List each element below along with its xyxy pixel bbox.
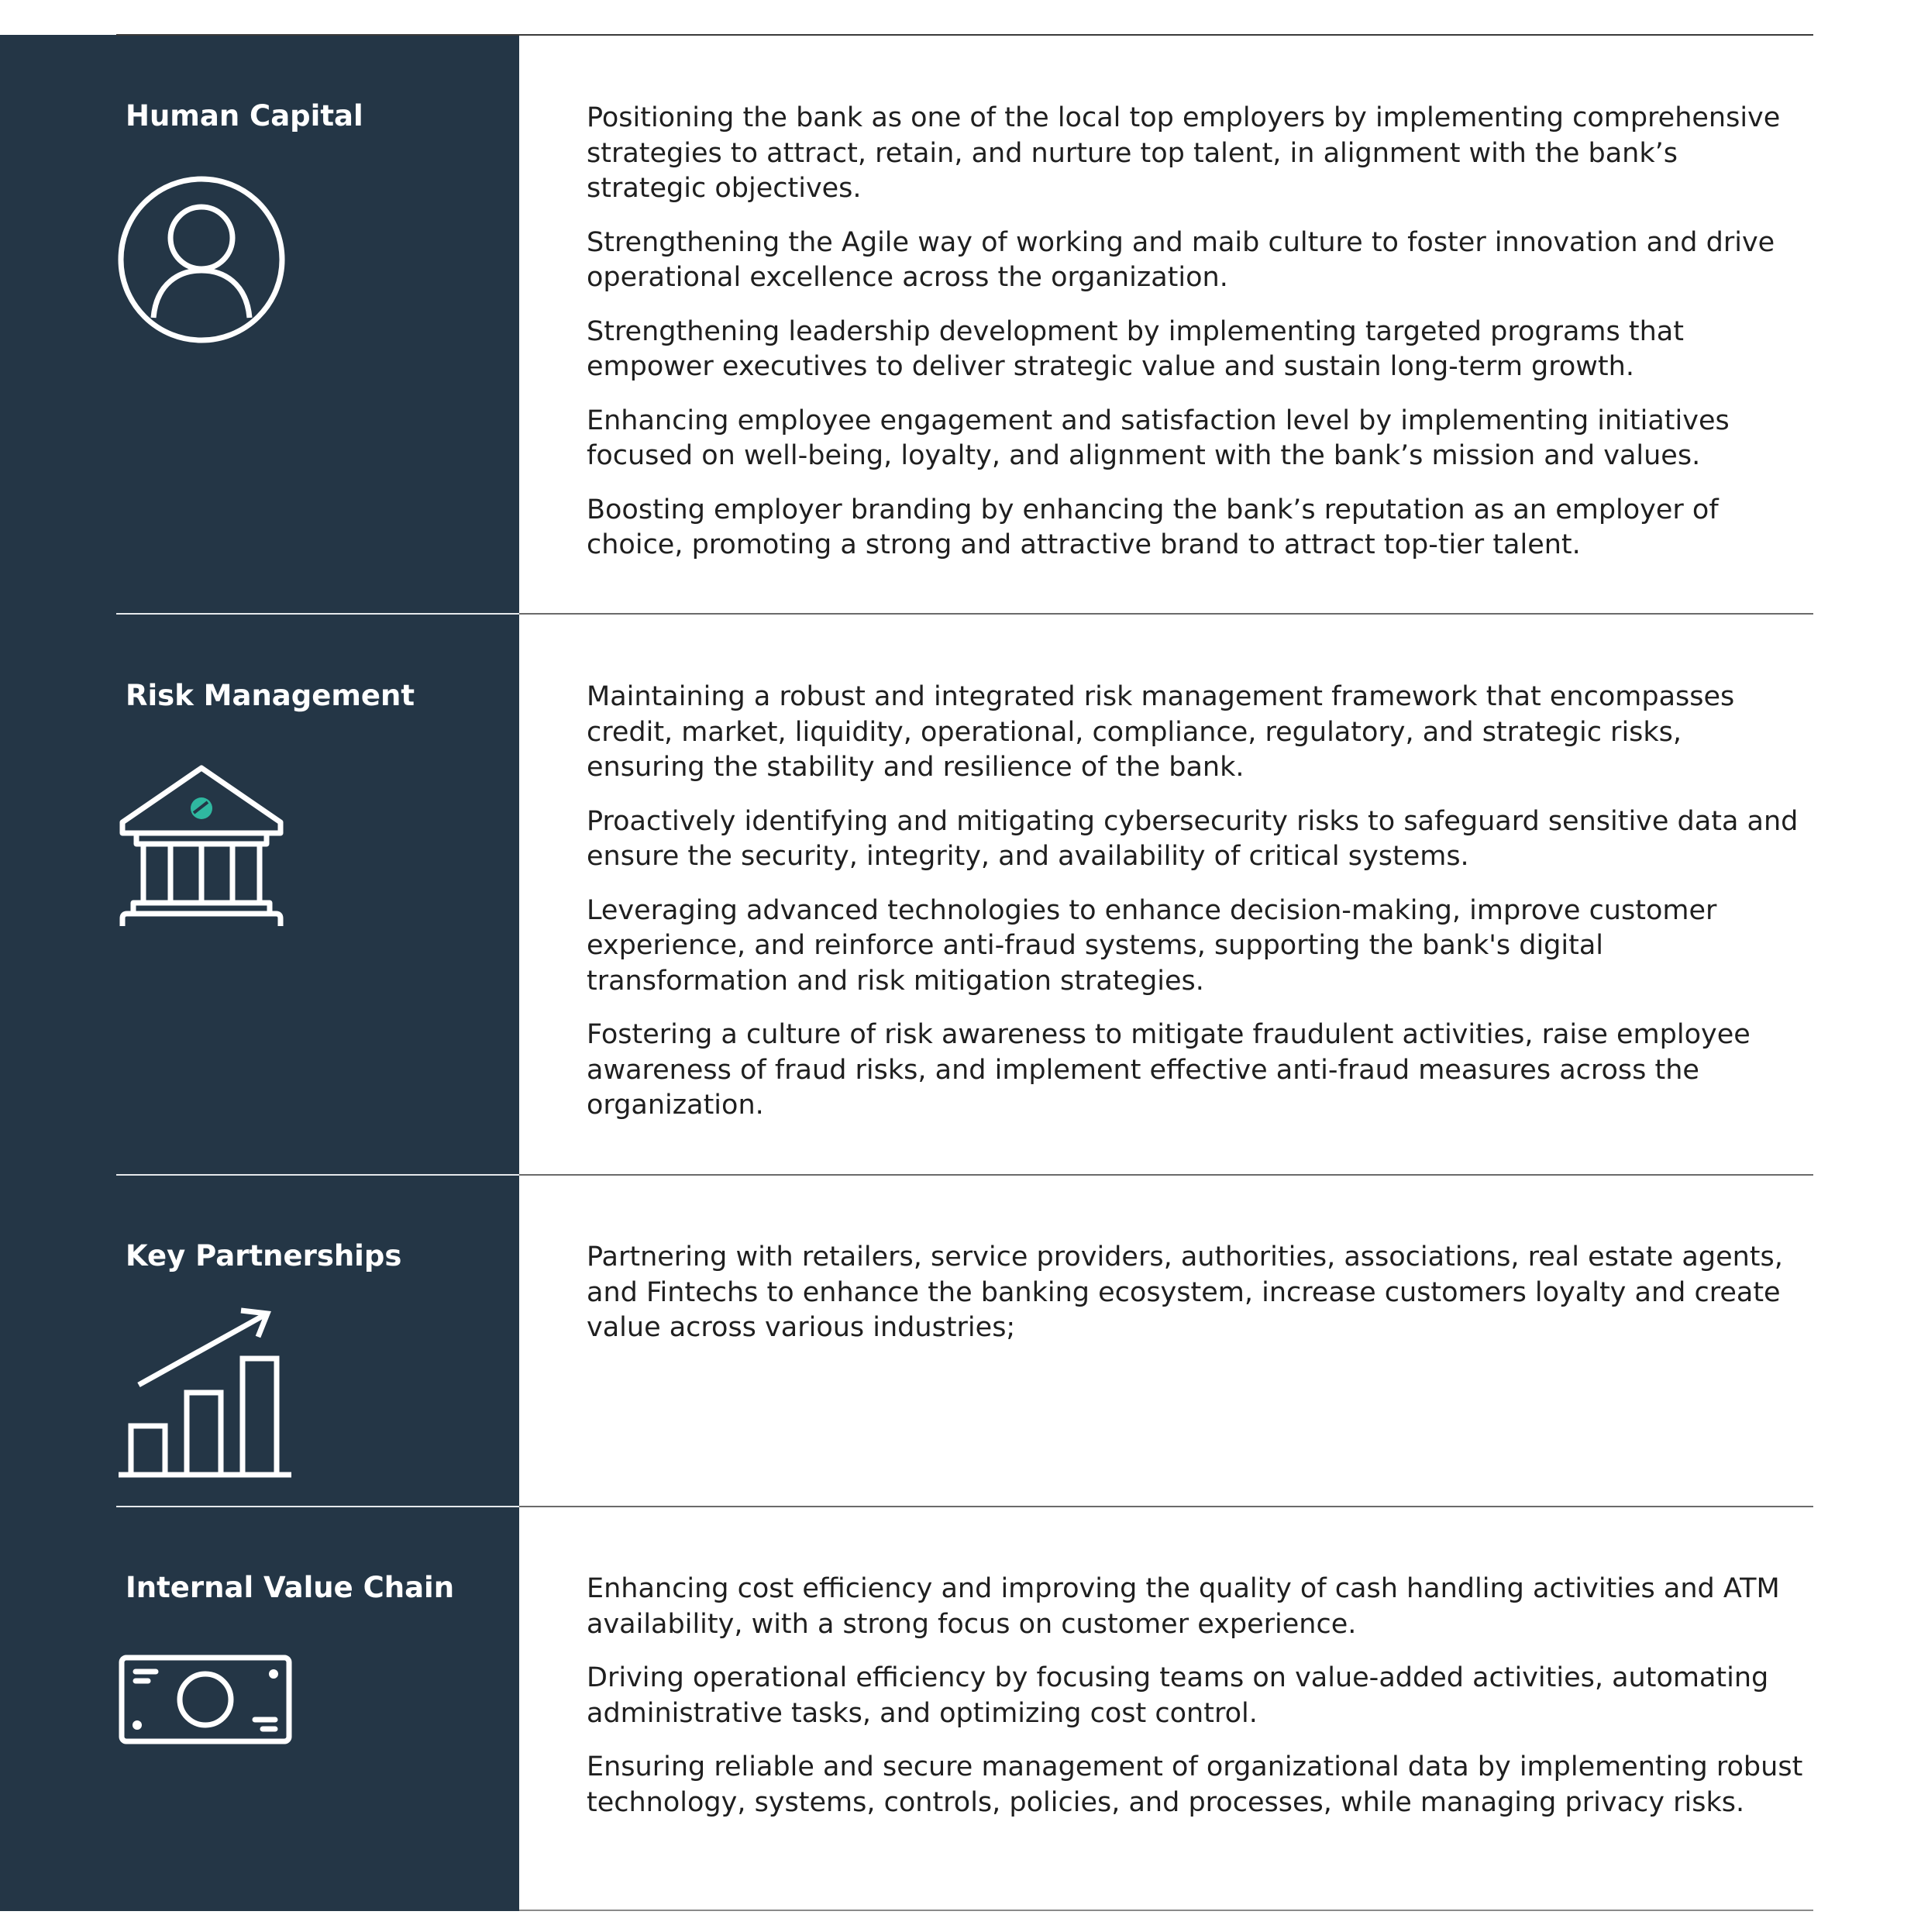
paragraph: Proactively identifying and mitigating cybersecurity risks to safeguard sensitive data and ensure the security, integrity, and availability of critical systems.: [587, 805, 1799, 872]
paragraph: Leveraging advanced technologies to enhance decision-making, improve customer experience, and reinforce anti-fraud systems, supporting the bank's digital transformation and risk mitigation strategies.: [587, 894, 1717, 997]
divider-top: [116, 34, 1813, 36]
paragraph: Strengthening the Agile way of working and maib culture to foster innovation and drive operational excellence across the organization.: [587, 226, 1775, 293]
divider: [519, 613, 1813, 615]
divider: [519, 1174, 1813, 1176]
paragraph: Enhancing employee engagement and satisfaction level by implementing initiatives focused on well-being, loyalty, and alignment with the bank’s mission and values.: [587, 405, 1730, 471]
divider-bottom: [519, 1910, 1813, 1911]
bank-building-icon: [116, 763, 287, 934]
section-heading-internal-value-chain: Internal Value Chain: [126, 1571, 455, 1604]
paragraph: Enhancing cost efficiency and improving the quality of cash handling activities and ATM availability, with a strong focus on customer experience.: [587, 1573, 1780, 1640]
divider-left: [116, 613, 519, 615]
person-circle-icon: [116, 174, 287, 345]
banknote-icon: [119, 1655, 293, 1748]
divider-left: [116, 1174, 519, 1176]
section-body-internal-value-chain: [587, 1572, 1803, 1839]
divider-left: [116, 1506, 519, 1507]
paragraph: Boosting employer branding by enhancing the bank’s reputation as an employer of choice, promoting a strong and attractive brand to attract top-tier talent.: [587, 494, 1719, 560]
section-body-human-capital: [587, 101, 1803, 582]
paragraph: Partnering with retailers, service providers, authorities, associations, real estate agents, and Fintechs to enhance the banking ecosystem, increase customers loyalty and create value across various industries;: [587, 1242, 1783, 1343]
divider: [519, 1506, 1813, 1507]
paragraph: Positioning the bank as one of the local top employers by implementing comprehensive strategies to attract, retain, and nurture top talent, in alignment with the bank’s strategic objectives.: [587, 102, 1781, 204]
growth-bar-chart-icon: [119, 1306, 293, 1480]
paragraph: Ensuring reliable and secure management of organizational data by implementing robust technology, systems, controls, policies, and processes, while managing privacy risks.: [587, 1751, 1803, 1818]
paragraph: Maintaining a robust and integrated risk management framework that encompasses credit, market, liquidity, operational, compliance, regulatory, and strategic risks, ensuring the stability and resilience of the bank.: [587, 681, 1735, 783]
section-body-key-partnerships: [587, 1240, 1803, 1365]
section-body-risk-management: [587, 680, 1803, 1142]
paragraph: Fostering a culture of risk awareness to mitigate fraudulent activities, raise employee awareness of fraud risks, and implement effective anti-fraud measures across the organization.: [587, 1019, 1751, 1121]
section-heading-key-partnerships: Key Partnerships: [126, 1239, 402, 1273]
section-heading-risk-management: Risk Management: [126, 679, 415, 712]
paragraph: Strengthening leadership development by implementing targeted programs that empower executives to deliver strategic value and sustain long-term growth.: [587, 315, 1684, 382]
section-heading-human-capital: Human Capital: [126, 99, 363, 133]
paragraph: Driving operational efficiency by focusing teams on value-added activities, automating administrative tasks, and optimizing cost control.: [587, 1662, 1769, 1729]
